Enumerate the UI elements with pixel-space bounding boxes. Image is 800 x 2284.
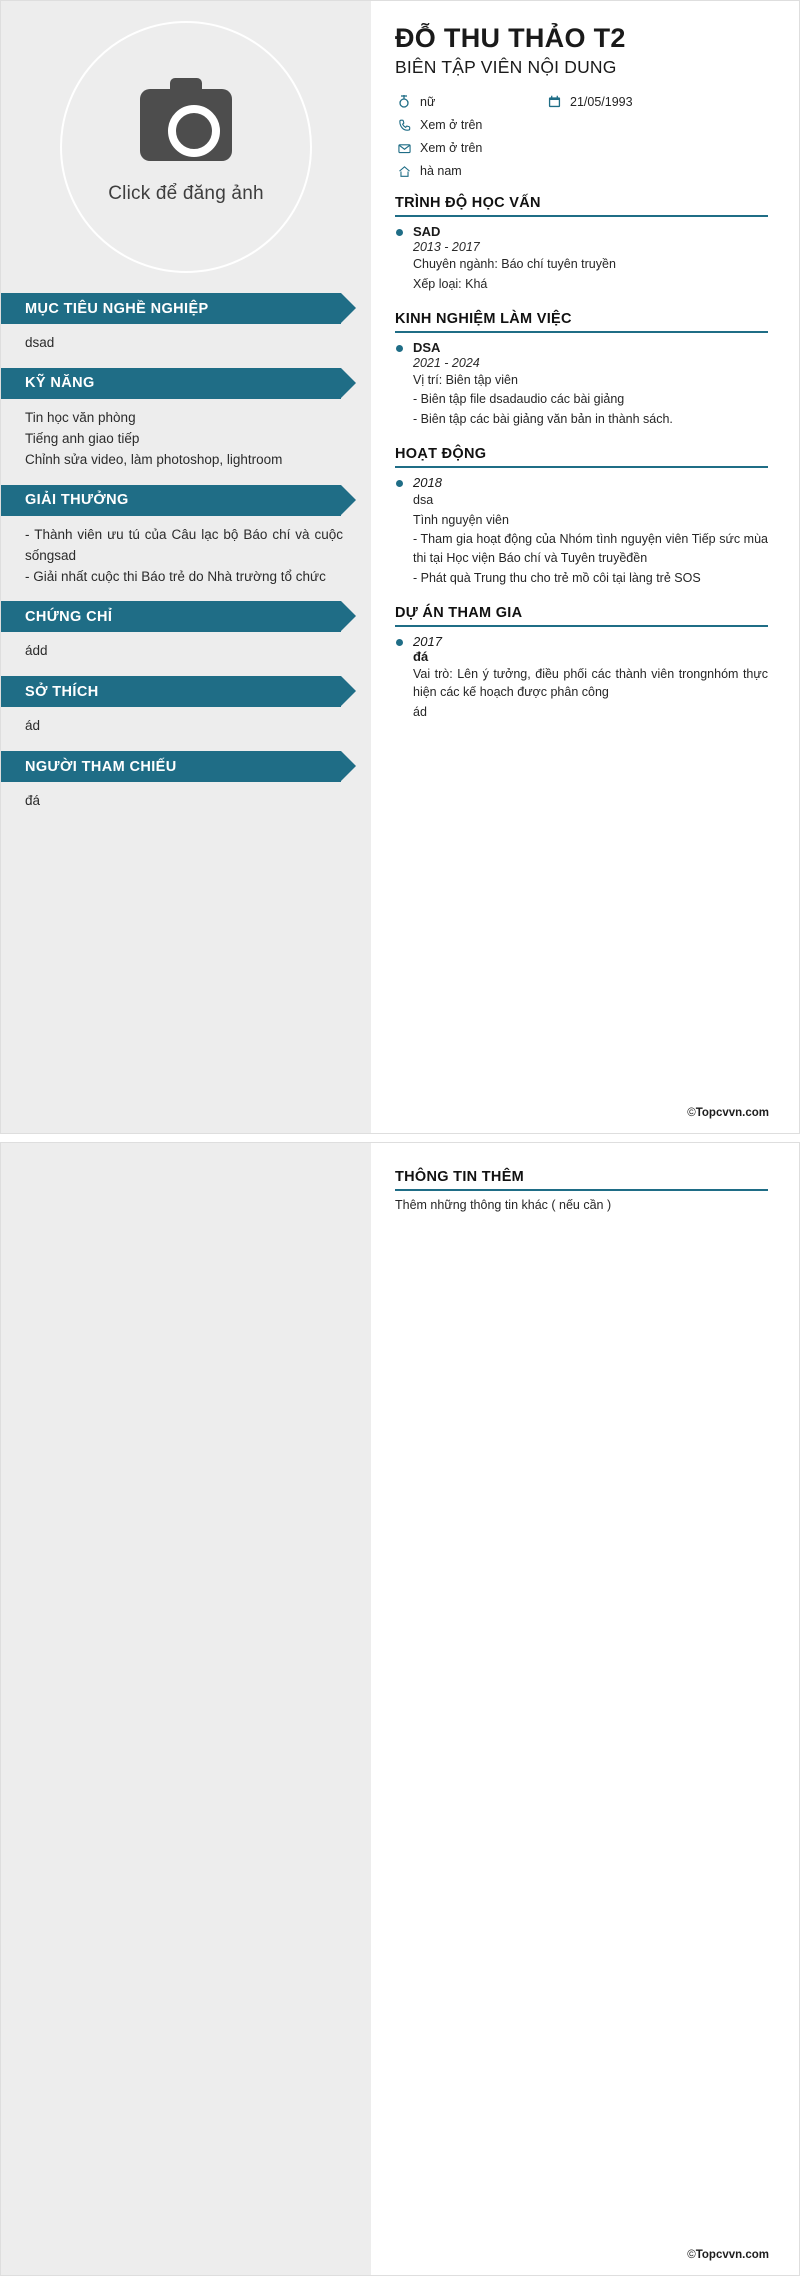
resume-page-2	[0, 1142, 800, 2276]
activity-entry[interactable]	[395, 475, 768, 588]
education-entry[interactable]	[395, 224, 768, 294]
section-divider	[395, 466, 768, 468]
entry-line: - Biên tập các bài giảng văn bản in thành sách.	[413, 412, 673, 427]
additional-info-note[interactable]: Thêm những thông tin khác ( nếu cần )	[395, 1198, 612, 1212]
section-header-ribbon[interactable]	[1, 485, 341, 516]
entry-line: Tình nguyện viên	[413, 512, 509, 527]
entry-line: Vai trò: Lên ý tưởng, điều phối các thành viên trongnhóm thực hiện các kế hoạch được phân công	[413, 666, 768, 700]
section-education	[395, 195, 768, 294]
sidebar-section-career-objective	[1, 293, 371, 364]
section-body[interactable]	[1, 707, 371, 747]
entry-dates: 2018	[413, 474, 442, 490]
copyright-symbol: ©	[687, 2249, 696, 2261]
section-divider	[395, 215, 768, 217]
entry-dates: 2013 - 2017	[413, 240, 480, 255]
contact-value: Xem ở trên	[420, 118, 483, 133]
left-column-page2	[1, 1143, 371, 2275]
section-title: HOẠT ĐỘNG	[395, 445, 487, 462]
entry-line: - Biên tập file dsadaudio các bài giảng	[413, 392, 625, 407]
sidebar-section-interests	[1, 676, 371, 747]
section-title: SỞ THÍCH	[25, 683, 99, 700]
section-activities	[395, 446, 768, 588]
right-column	[371, 1, 800, 1133]
section-header-ribbon[interactable]	[1, 293, 341, 324]
sidebar-section-awards	[1, 485, 371, 598]
section-line: đá	[25, 793, 41, 809]
entry-dates: 2021 - 2024	[413, 355, 480, 370]
section-experience	[395, 311, 768, 429]
entry-title: SAD	[413, 224, 441, 240]
section-title: DỰ ÁN THAM GIA	[395, 604, 523, 621]
left-column	[1, 1, 371, 1133]
entry-line: Xếp loại: Khá	[413, 276, 488, 291]
camera-icon	[140, 89, 232, 161]
entry-dates: 2017	[413, 633, 442, 649]
entry-subtitle: đá	[413, 648, 429, 664]
contact-item-phone[interactable]	[395, 118, 545, 132]
photo-upload-label: Click để đăng ảnh	[108, 183, 264, 204]
photo-upload-area[interactable]	[1, 1, 371, 293]
sidebar-section-references	[1, 751, 371, 822]
section-line: - Giải nhất cuộc thi Báo trẻ do Nhà trường tổ chức	[25, 568, 326, 584]
home-icon	[395, 165, 413, 178]
entry-line: dsa	[413, 492, 434, 507]
credit-text: Topcvvn.com	[695, 2249, 769, 2261]
entry-line: Vị trí: Biên tập viên	[413, 372, 518, 387]
section-body[interactable]	[1, 782, 371, 822]
credit-text: Topcvvn.com	[695, 1107, 769, 1119]
section-projects	[395, 605, 768, 722]
section-body[interactable]	[1, 516, 371, 598]
section-title: TRÌNH ĐỘ HỌC VẤN	[395, 195, 541, 212]
section-body[interactable]	[1, 399, 371, 481]
section-line: Tiếng anh giao tiếp	[25, 430, 140, 446]
section-body[interactable]	[1, 632, 371, 672]
footer-credit	[687, 1107, 769, 1119]
entry-line: Chuyên ngành: Báo chí tuyên truyền	[413, 257, 616, 272]
calendar-icon	[545, 95, 563, 108]
footer-credit	[687, 2249, 769, 2261]
contact-value: nữ	[420, 94, 436, 109]
section-header-ribbon[interactable]	[1, 601, 341, 632]
entry-line: - Tham gia hoạt động của Nhóm tình nguyện viên Tiếp sức mùa thi tại Học viện Báo chí và Tuyên truyềđền	[413, 532, 768, 566]
sidebar-section-certificates	[1, 601, 371, 672]
email-icon	[395, 142, 413, 155]
page-title[interactable]: ĐỖ THU THẢO T2	[395, 23, 626, 53]
contact-item-birthday[interactable]	[545, 94, 768, 109]
contact-info	[395, 94, 768, 178]
phone-icon	[395, 119, 413, 132]
resume-page-1	[0, 0, 800, 1134]
section-title: CHỨNG CHỈ	[25, 608, 113, 625]
contact-value: hà nam	[420, 164, 462, 179]
section-additional-info	[395, 1169, 768, 1212]
contact-item-email[interactable]	[395, 141, 545, 155]
section-header-ribbon[interactable]	[1, 368, 341, 399]
section-header-ribbon[interactable]	[1, 751, 341, 782]
section-line: - Thành viên ưu tú của Câu lạc bộ Báo chí và cuộc sốngsad	[25, 526, 343, 563]
contact-item-address[interactable]	[395, 164, 545, 178]
section-header-ribbon[interactable]	[1, 676, 341, 707]
section-line: Tin học văn phòng	[25, 409, 136, 425]
section-divider	[395, 625, 768, 627]
section-body[interactable]	[1, 324, 371, 364]
section-divider	[395, 1189, 768, 1191]
experience-entry[interactable]	[395, 340, 768, 429]
section-divider	[395, 331, 768, 333]
sidebar-section-skills	[1, 368, 371, 481]
section-title: KINH NGHIỆM LÀM VIỆC	[395, 310, 572, 327]
section-line: ád	[25, 718, 41, 734]
section-title: MỤC TIÊU NGHỀ NGHIỆP	[25, 300, 209, 317]
entry-title: DSA	[413, 339, 441, 355]
right-column-page2	[371, 1143, 800, 2275]
entry-line: ád	[413, 705, 427, 720]
photo-placeholder-circle[interactable]	[60, 21, 312, 273]
job-title[interactable]: BIÊN TẬP VIÊN NỘI DUNG	[395, 57, 617, 78]
section-title: NGƯỜI THAM CHIẾU	[25, 758, 177, 775]
section-title: KỸ NĂNG	[25, 375, 95, 392]
contact-item-gender[interactable]	[395, 94, 545, 109]
section-line: dsad	[25, 335, 55, 350]
gender-icon	[395, 94, 413, 109]
section-title: GIẢI THƯỞNG	[25, 492, 129, 509]
section-line: Chỉnh sửa video, làm photoshop, lightroom	[25, 451, 283, 467]
section-title: THÔNG TIN THÊM	[395, 1169, 525, 1185]
entry-line: - Phát quà Trung thu cho trẻ mồ côi tại làng trẻ SOS	[413, 570, 701, 585]
project-entry[interactable]	[395, 634, 768, 722]
contact-value: 21/05/1993	[570, 94, 633, 109]
copyright-symbol: ©	[687, 1107, 696, 1119]
section-line: ádd	[25, 643, 48, 659]
contact-value: Xem ở trên	[420, 141, 483, 156]
